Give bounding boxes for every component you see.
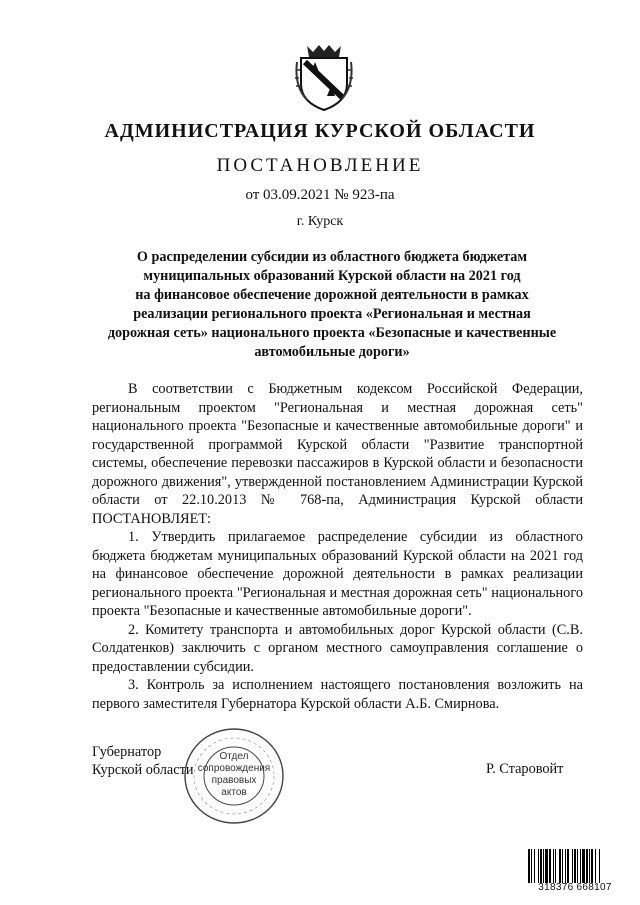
barcode bbox=[527, 849, 623, 883]
document-title bbox=[92, 248, 572, 362]
barcode-bar bbox=[538, 849, 539, 883]
barcode-bar bbox=[553, 849, 554, 883]
signatory-position-line: Курской области bbox=[92, 762, 194, 778]
barcode-bar bbox=[528, 849, 530, 883]
barcode-bar bbox=[534, 849, 535, 883]
body-paragraph-item-2: 2. Комитету транспорта и автомобильных дорог Курской области (С.В. Солдатенков) заключить с органом местного самоуправления соглашение о предоставлении субсидии. bbox=[92, 621, 583, 675]
barcode-bar bbox=[567, 849, 569, 883]
coat-of-arms-icon bbox=[293, 42, 355, 112]
signatory-name: Р. Старовойт bbox=[486, 761, 564, 777]
document-number: от 03.09.2021 № 923-па bbox=[245, 187, 395, 203]
body-paragraph-item-3: 3. Контроль за исполнением настоящего постановления возложить на первого заместителя Губернатора Курской области А.Б. Смирнова. bbox=[92, 677, 583, 712]
barcode-bar bbox=[555, 849, 556, 883]
barcode-bar bbox=[545, 849, 548, 883]
barcode-bar bbox=[565, 849, 566, 883]
stamp-text bbox=[182, 751, 286, 799]
document-type: ПОСТАНОВЛЕНИЕ bbox=[216, 155, 424, 176]
barcode-bar bbox=[577, 849, 578, 883]
city-name: г. Курск bbox=[296, 214, 344, 229]
barcode-bar bbox=[582, 849, 585, 883]
barcode-number: 318376 668107 bbox=[538, 882, 612, 893]
title-line: автомобильные дороги» bbox=[254, 344, 410, 360]
barcode-bar bbox=[559, 849, 561, 883]
barcode-bar bbox=[572, 849, 573, 883]
title-line: муниципальных образований Курской области на 2021 год bbox=[143, 268, 521, 284]
barcode-bar bbox=[589, 849, 590, 883]
barcode-bar bbox=[591, 849, 593, 883]
stamp-line: Отдел bbox=[219, 751, 249, 762]
barcode-bar bbox=[595, 849, 596, 883]
stamp-line: сопровождения bbox=[197, 763, 271, 774]
barcode-bar bbox=[549, 849, 551, 883]
title-line: на финансовое обеспечение дорожной деятельности в рамках bbox=[135, 287, 529, 303]
barcode-bar bbox=[599, 849, 600, 883]
stamp-line: актов bbox=[221, 787, 247, 798]
title-line: О распределении субсидии из областного бюджета бюджетам bbox=[136, 249, 528, 265]
barcode-bar bbox=[540, 849, 542, 883]
body-paragraph-preamble: В соответствии с Бюджетным кодексом Российской Федерации, региональным проектом "Региональная и местная дорожная сеть" национального проекта "Безопасные и качественные автомобильные дороги" и государственной программой Курской области "Развитие транспортной системы, обеспечение перевозки пассажиров в Курской области и безопасности дорожного движения", утвержденной постановлением Администрации Курской области от 22.10.2013 № 768-па, Администрация Курской области ПОСТАНОВЛЯЕТ: bbox=[92, 381, 583, 527]
title-line: реализации регионального проекта «Региональная и местная bbox=[133, 306, 531, 322]
document-body bbox=[92, 380, 583, 713]
body-paragraph-item-1: 1. Утвердить прилагаемое распределение субсидии из областного бюджета бюджетам муниципальных образований Курской области на 2021 год на финансовое обеспечение дорожной деятельности в рамках реализации регионального проекта "Региональная и местная дорожная сеть" национального проекта "Безопасные и качественные автомобильные дороги". bbox=[92, 529, 583, 619]
barcode-bar bbox=[574, 849, 576, 883]
barcode-bar bbox=[562, 849, 563, 883]
organization-title: АДМИНИСТРАЦИЯ КУРСКОЙ ОБЛАСТИ bbox=[104, 120, 536, 142]
title-line: дорожная сеть» национального проекта «Безопасные и качественные bbox=[107, 325, 557, 341]
barcode-bar bbox=[586, 849, 588, 883]
barcode-bar bbox=[543, 849, 544, 883]
barcode-bar bbox=[531, 849, 532, 883]
stamp-line: правовых bbox=[211, 775, 257, 786]
signatory-position bbox=[92, 743, 194, 779]
barcode-bar bbox=[580, 849, 581, 883]
signatory-position-line: Губернатор bbox=[92, 744, 162, 760]
